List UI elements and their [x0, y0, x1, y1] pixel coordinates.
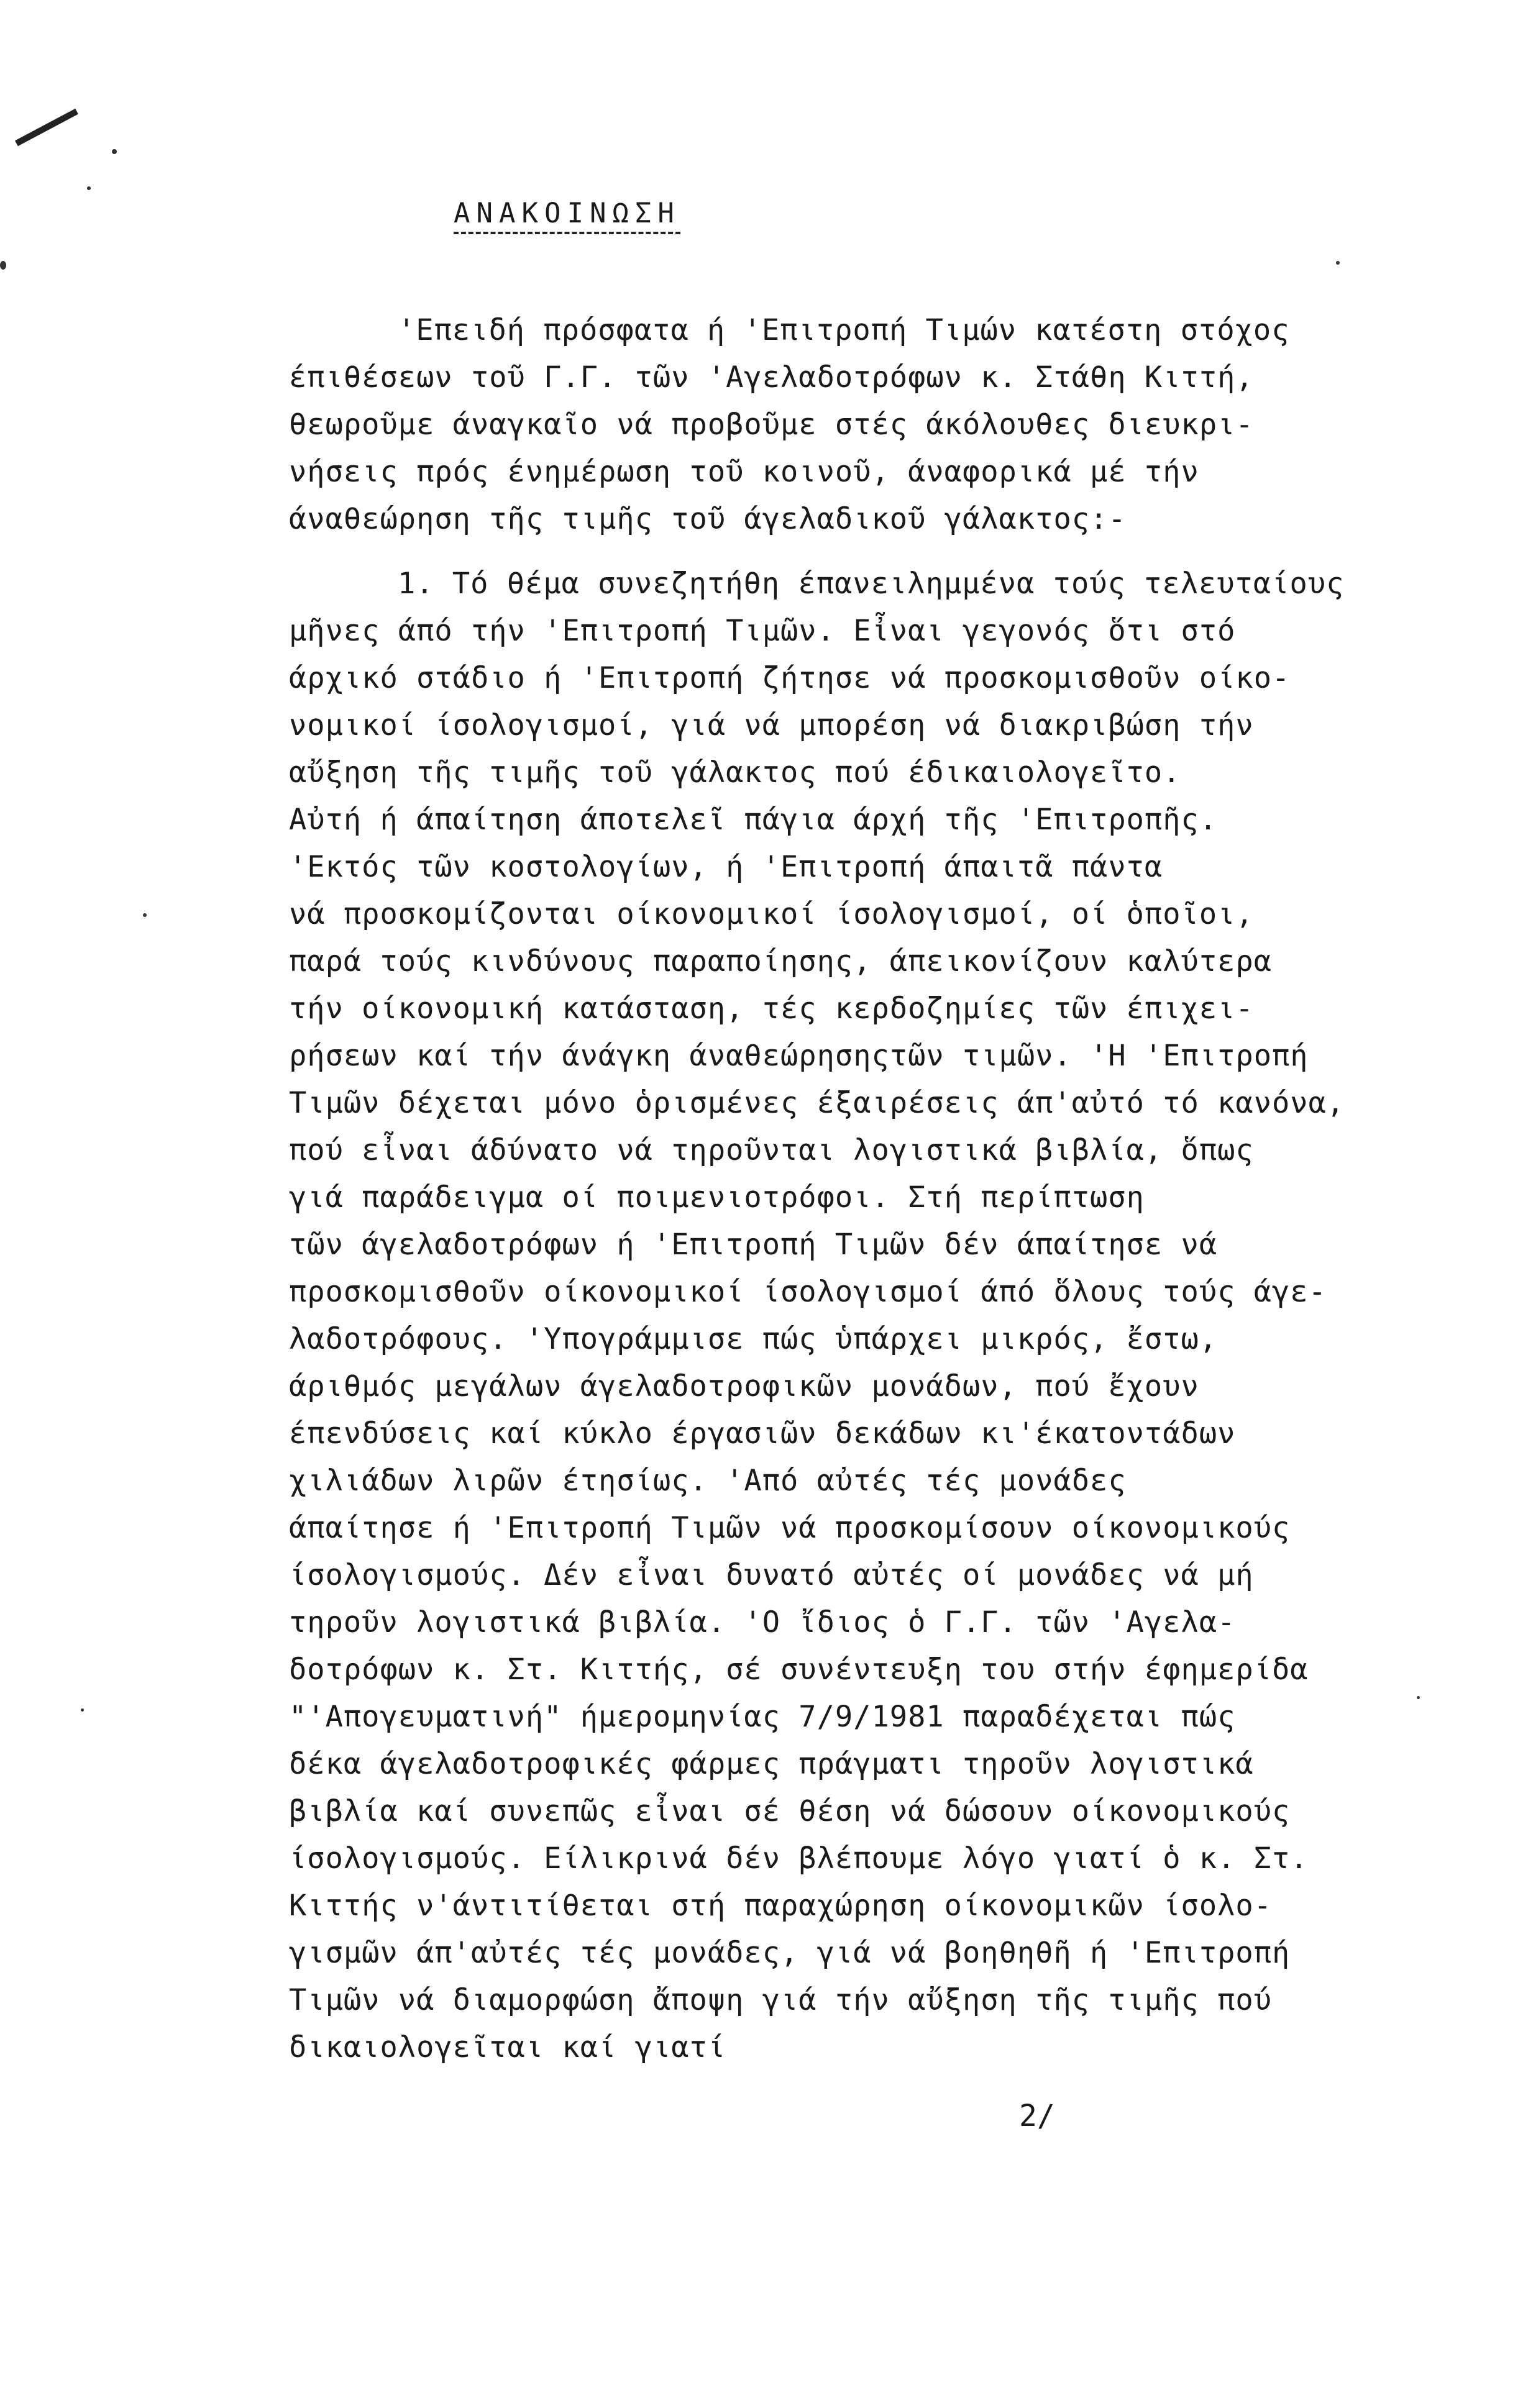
text-line-32: βιβλία καί συνεπῶς εἶναι σέ θέση νά δώσουν οίκονομικούς [289, 1794, 1291, 1828]
text-line-2: έπιθέσεων τοῦ Γ.Γ. τῶν 'Αγελαδοτρόφων κ. Στάθη Κιττή, [289, 360, 1254, 394]
scan-speck [1417, 1696, 1420, 1699]
text-line-24: έπενδύσεις καί κύκλο έργασιῶν δεκάδων κι'έκατοντάδων [289, 1416, 1236, 1451]
text-line-26: άπαίτησε ή 'Επιτροπή Τιμῶν νά προσκομίσουν οίκονομικούς [289, 1511, 1291, 1545]
text-line-37: δικαιολογεῖται καί γιατί [289, 2030, 726, 2064]
text-line-6: 1. Τό θέμα συνεζητήθη έπανειλημμένα τούς τελευταίους [398, 567, 1345, 601]
text-line-20: τῶν άγελαδοτρόφων ή 'Επιτροπή Τιμῶν δέν άπαίτησε νά [289, 1228, 1218, 1262]
text-line-13: νά προσκομίζονται οίκονομικοί ίσολογισμοί, οί ὁποῖοι, [289, 897, 1254, 931]
text-line-15: τήν οίκονομική κατάσταση, τές κερδοζημίες τῶν έπιχει- [289, 992, 1254, 1026]
scan-speck [112, 149, 117, 154]
text-line-22: λαδοτρόφους. 'Υπογράμμισε πώς ὑπάρχει μικρός, ἔστω, [289, 1322, 1218, 1356]
scan-speck [143, 913, 147, 917]
text-line-25: χιλιάδων λιρῶν έτησίως. 'Από αὐτές τές μονάδες [289, 1464, 1127, 1498]
scan-speck [87, 186, 91, 190]
text-line-31: δέκα άγελαδοτροφικές φάρμες πράγματι τηροῦν λογιστικά [289, 1747, 1254, 1781]
text-line-35: γισμῶν άπ'αὐτές τές μονάδες, γιά νά βοηθηθῆ ή 'Επιτροπή [289, 1936, 1291, 1970]
text-line-19: γιά παράδειγμα οί ποιμενιοτρόφοι. Στή περίπτωση [289, 1180, 1145, 1215]
text-line-28: τηροῦν λογιστικά βιβλία. 'Ο ἴδιος ὁ Γ.Γ. τῶν 'Αγελα- [289, 1605, 1236, 1640]
text-line-33: ίσολογισμούς. Είλικρινά δέν βλέπουμε λόγο γιατί ὁ κ. Στ. [289, 1841, 1309, 1876]
text-line-8: άρχικό στάδιο ή 'Επιτροπή ζήτησε νά προσκομισθοῦν οίκο- [289, 661, 1291, 695]
text-line-14: παρά τούς κινδύνους παραποίησης, άπεικονίζουν καλύτερα [289, 944, 1273, 978]
text-line-5: άναθεώρηση τῆς τιμῆς τοῦ άγελαδικοῦ γάλακτος:- [289, 502, 1127, 536]
text-line-1: 'Επειδή πρόσφατα ή 'Επιτροπή Τιμών κατέστη στόχος [398, 313, 1290, 347]
text-line-23: άριθμός μεγάλων άγελαδοτροφικῶν μονάδων, πού ἔχουν [289, 1369, 1199, 1403]
scan-speck [1336, 261, 1340, 265]
scan-speck [81, 1708, 84, 1712]
text-line-29: δοτρόφων κ. Στ. Κιττής, σέ συνέντευξη του στήν έφημερίδα [289, 1653, 1309, 1687]
text-line-18: πού εἶναι άδύνατο νά τηροῦνται λογιστικά βιβλία, ὅπως [289, 1133, 1254, 1167]
text-line-17: Τιμῶν δέχεται μόνο ὁρισμένες έξαιρέσεις άπ'αὐτό τό κανόνα, [289, 1086, 1345, 1120]
text-line-3: θεωροῦμε άναγκαῖο νά προβοῦμε στές άκόλουθες διευκρι- [289, 408, 1254, 442]
text-line-34: Κιττής ν'άντιτίθεται στή παραχώρηση οίκονομικῶν ίσολο- [289, 1889, 1273, 1923]
text-line-4: νήσεις πρός ένημέρωση τοῦ κοινοῦ, άναφορικά μέ τήν [289, 455, 1199, 489]
text-line-16: ρήσεων καί τήν άνάγκη άναθεώρησηςτῶν τιμῶν. 'Η 'Επιτροπή [289, 1039, 1309, 1073]
scan-speck [0, 261, 6, 270]
text-line-27: ίσολογισμούς. Δέν εἶναι δυνατό αὐτές οί μονάδες νά μή [289, 1558, 1254, 1592]
text-line-7: μῆνες άπό τήν 'Επιτροπή Τιμῶν. Εἶναι γεγονός ὅτι στό [289, 614, 1236, 648]
page-number: 2/ [1019, 2099, 1055, 2133]
text-line-30: "'Απογευματινή" ήμερομηνίας 7/9/1981 παραδέχεται πώς [289, 1700, 1236, 1734]
text-line-36: Τιμῶν νά διαμορφώση ἄποψη γιά τήν αὔξηση τῆς τιμῆς πού [289, 1983, 1273, 2017]
text-line-21: προσκομισθοῦν οίκονομικοί ίσολογισμοί άπό ὅλους τούς άγε- [289, 1275, 1327, 1309]
document-title: ΑΝΑΚΟΙΝΩΣΗ [454, 198, 680, 234]
text-line-11: Αὐτή ή άπαίτηση άποτελεῖ πάγια άρχή τῆς 'Επιτροπῆς. [289, 803, 1218, 837]
scan-mark [15, 109, 78, 146]
text-line-12: 'Εκτός τῶν κοστολογίων, ή 'Επιτροπή άπαιτᾶ πάντα [289, 850, 1163, 884]
text-line-9: νομικοί ίσολογισμοί, γιά νά μπορέση νά διακριβώση τήν [289, 708, 1254, 742]
text-line-10: αὔξηση τῆς τιμῆς τοῦ γάλακτος πού έδικαιολογεῖτο. [289, 755, 1181, 790]
